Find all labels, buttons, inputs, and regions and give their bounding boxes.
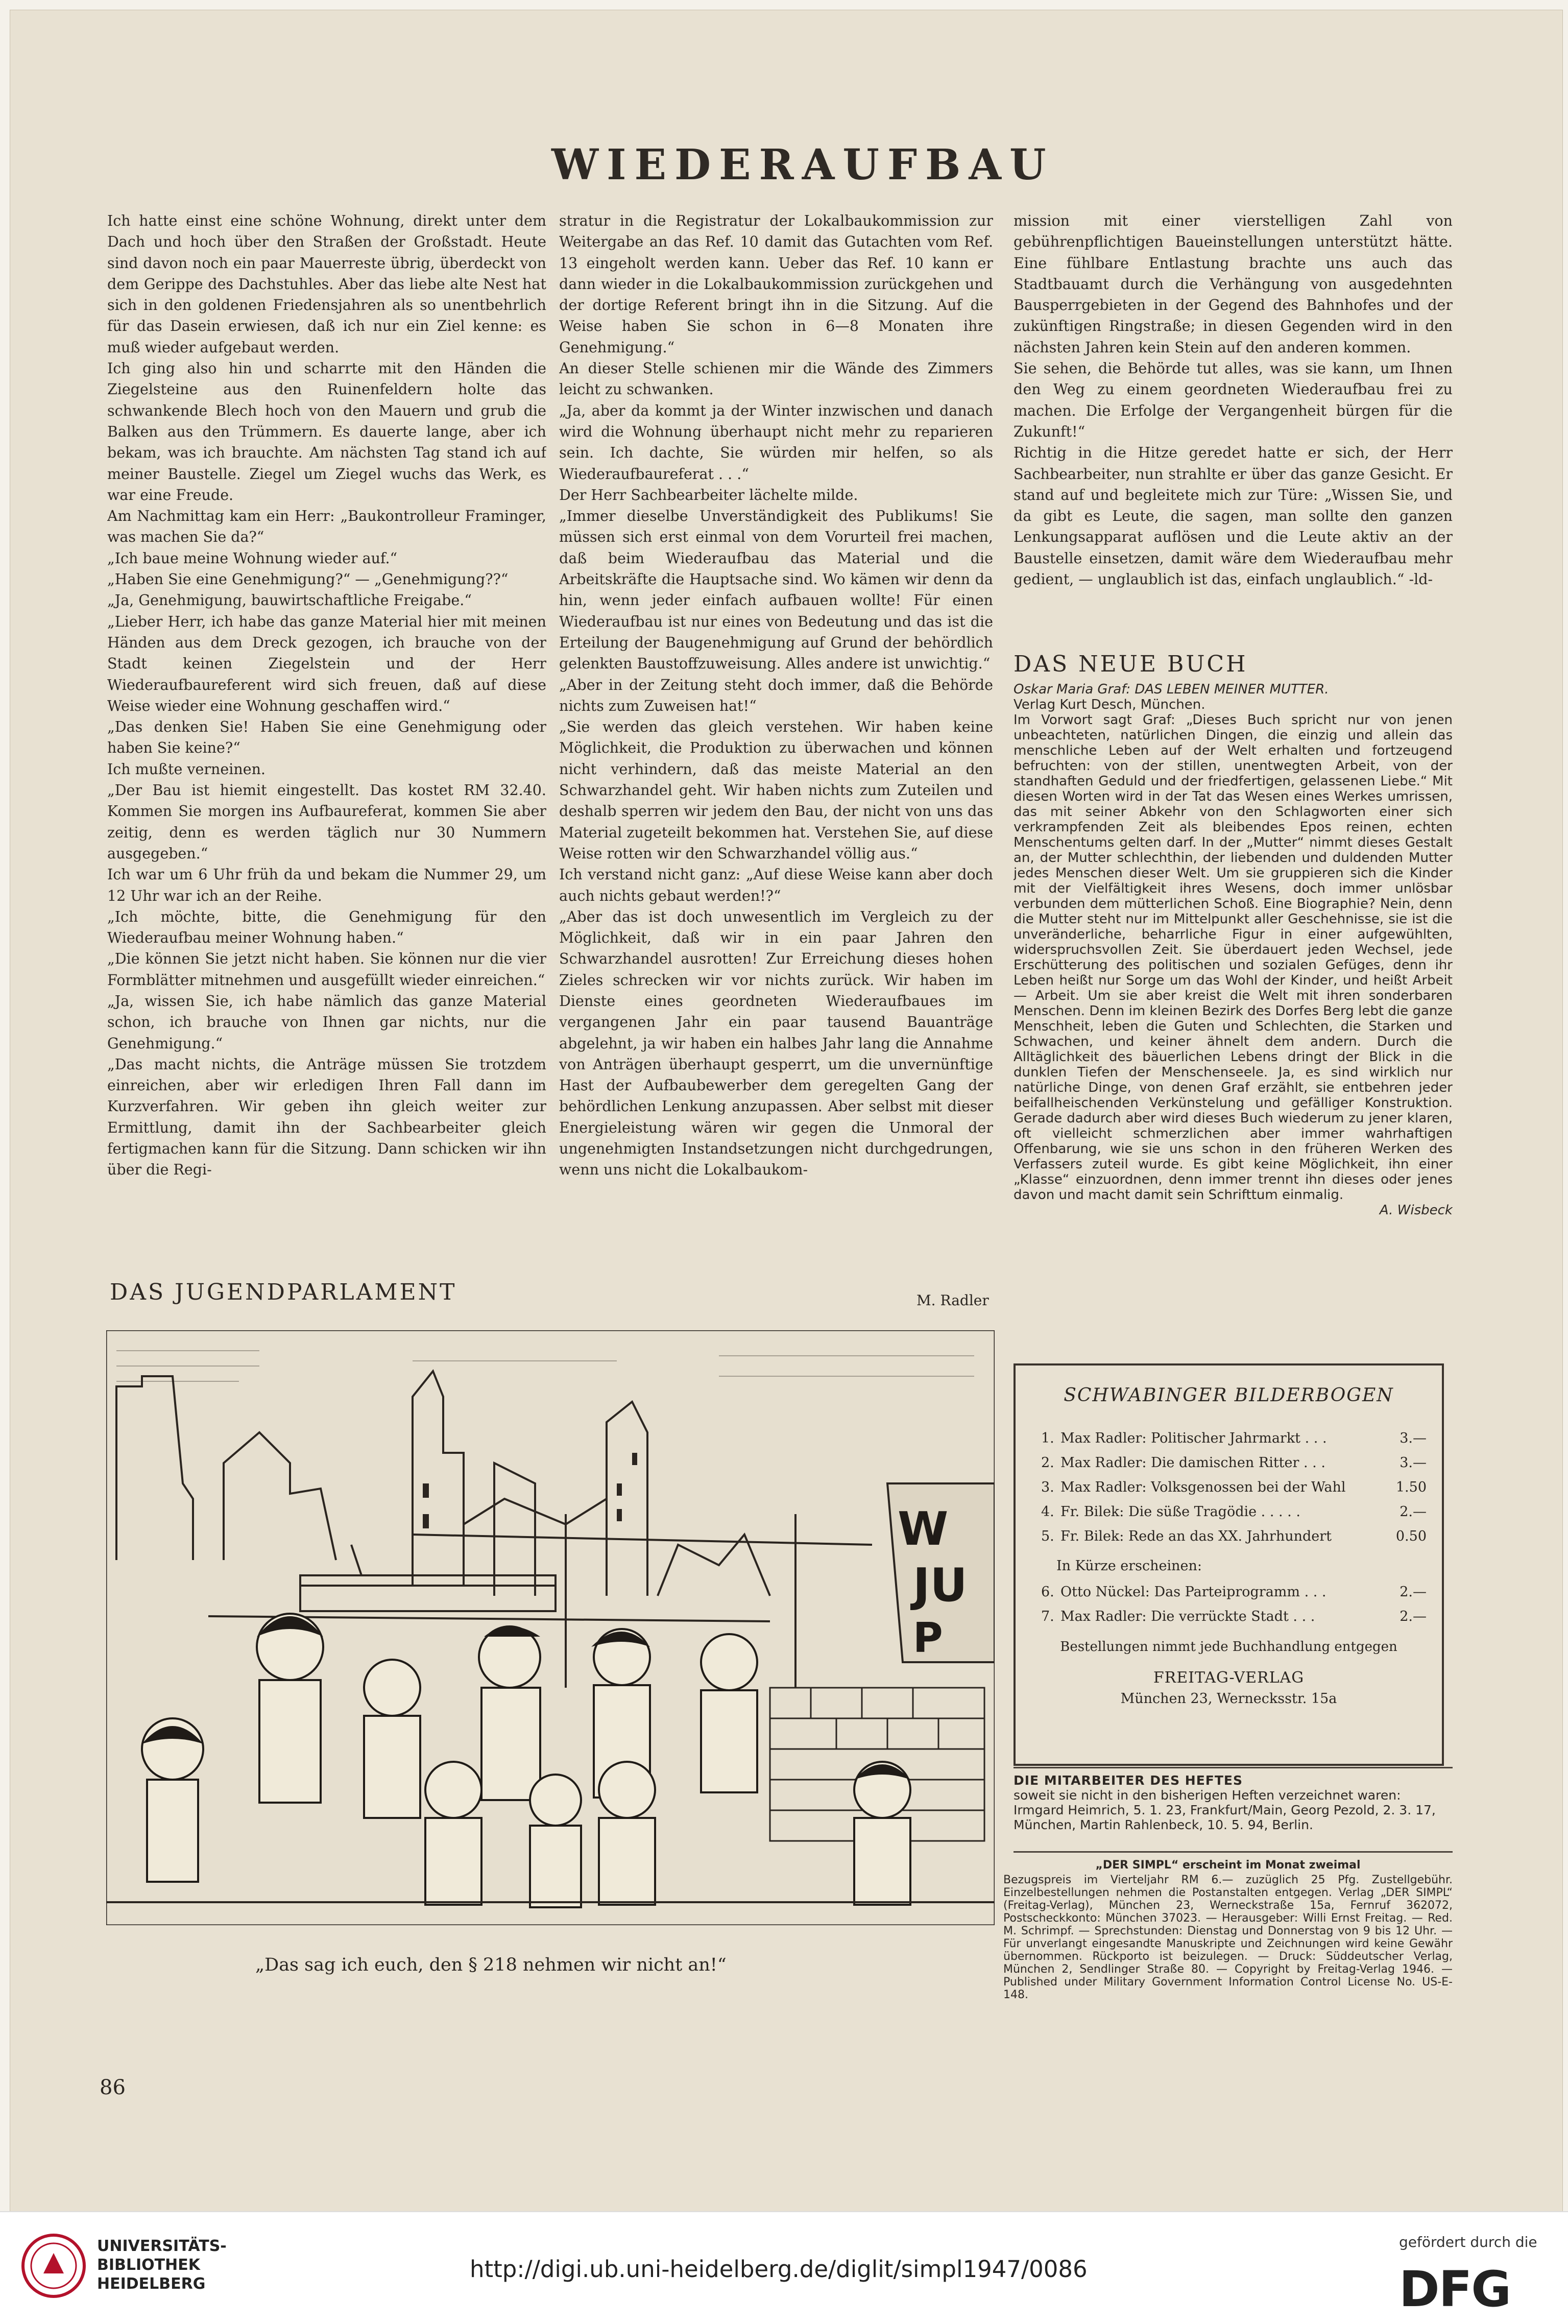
item-price: 3.— (1400, 1430, 1427, 1446)
ad-list-upcoming (1016, 1580, 1442, 1629)
paragraph: Am Nachmittag kam ein Herr: „Baukontrolleur Framinger, was machen Sie da?“ (107, 508, 546, 546)
item-number: 1. (1041, 1430, 1054, 1446)
imprint-text: Bezugspreis im Vierteljahr RM 6.— zuzüglich 25 Pfg. Zustellgebühr. Einzelbestellungen nehmen die Postanstalten entgegen. Verlag „DER SIMPL“ (Freitag-Verlag), München 23, Werneckstraße 15a, Fernruf 362072, Postscheckkonto: München 37023. — Herausgeber: Willi Ernst Freitag. — Red. M. Schrimpf. — Sprechstunden: Dienstag und Donnerstag von 9 bis 12 Uhr. — Für unverlangt eingesandte Manuskripte und Zeichnungen wird keine Gewähr übernommen. Rückporto ist beizulegen. — Druck: Süddeutscher Verlag, München 2, Sendlinger Straße 80. — Copyright by Freitag-Verlag 1946. — Published under Military Government Information Control License No. US-E-148. (1003, 1874, 1453, 2001)
advertisement-box (1014, 1363, 1444, 1766)
paragraph: „Immer dieselbe Unverständigkeit des Publikums! Sie müssen sich erst einmal von dem Vorurteil frei machen, daß beim Wiederaufbau das Material und die Arbeitskräfte die Hauptsache sind. Wo kämen wir denn da hin, wenn jeder einfach aufbauen wollte! Für einen Wiederaufbau ist nur eines von Bedeutung und das ist die Erteilung der Baugenehmigung auf Grund der behördlich gelenkten Baustoffzuweisung. Alles andere ist unwichtig.“ (559, 508, 993, 673)
university-name (97, 2237, 227, 2293)
page-title: WIEDERAUFBAU (551, 140, 1054, 189)
institution-line: UNIVERSITÄTS- (97, 2237, 227, 2255)
paragraph: Ich ging also hin und scharrte mit den Händen die Ziegelsteine aus den Ruinenfeldern holte das schwankende Blech hoch von den Mauern und grub die Balken aus den Trümmern. Es dauerte lange, aber ich bekam, was ich brauchte. Am nächsten Tag stand ich auf meiner Baustelle. Ziegel um Ziegel wuchs das Werk, es war eine Freude. (107, 360, 546, 504)
book-byline: Oskar Maria Graf: DAS LEBEN MEINER MUTTER. (1014, 682, 1329, 697)
paragraph: „Das macht nichts, die Anträge müssen Sie trotzdem einreichen, aber wir erledigen Ihren Fall dann im Kurzverfahren. Wir geben ihn gleich weiter zur Ermittlung, damit ihn der Sachbearbeiter gleich fertigmachen kann für die Sitzung. Dann schicken wir ihn über die Regi- (107, 1056, 546, 1179)
item-number: 3. (1041, 1479, 1054, 1495)
list-item (1041, 1500, 1427, 1524)
list-item (1041, 1580, 1427, 1604)
item-number: 2. (1041, 1455, 1054, 1471)
university-seal-icon (20, 2233, 87, 2299)
item-price: 2.— (1400, 1584, 1427, 1600)
item-number: 4. (1041, 1504, 1054, 1520)
paragraph: mission mit einer vierstelligen Zahl von gebührenpflichtigen Baueinstellungen unterstützt hätte. Eine fühlbare Entlastung brachte uns auch das Stadtbauamt durch die Verhängung von ausgedehnten Bausperrgebieten in der Gegend des Bahnhofes und der zukünftigen Ringstraße; in diesen Gegenden wird in den nächsten Jahren kein Stein auf den anderen kommen. (1014, 212, 1453, 356)
paragraph: „Haben Sie eine Genehmigung?“ — „Genehmigung??“ (107, 571, 509, 588)
paragraph: „Sie werden das gleich verstehen. Wir haben keine Möglichkeit, die Produktion zu überwachen und können nicht verhindern, daß das meiste Material an den Schwarzhandel geht. Wir haben nichts zum Zuteilen und deshalb sperren wir jedem den Bau, der nicht von uns das Material zugeteilt bekommen hat. Verstehen Sie, auf diese Weise rotten wir den Schwarzhandel völlig aus.“ (559, 718, 993, 862)
dfg-logo: DFG (1399, 2261, 1511, 2318)
paragraph: Ich war um 6 Uhr früh da und bekam die Nummer 29, um 12 Uhr war ich an der Reihe. (107, 866, 546, 904)
paragraph: „Der Bau ist hiemit eingestellt. Das kostet RM 32.40. Kommen Sie morgen ins Aufbaureferat, kommen Sie aber zeitig, denn es werden täglich nur 30 Nummern ausgegeben.“ (107, 782, 546, 862)
paragraph: Richtig in die Hitze geredet hatte er sich, der Herr Sachbearbeiter, nun strahlte er über das ganze Gesicht. Er stand auf und begleitete mich zur Türe: „Wissen Sie, und da gibt es Leute, die sagen, man sollte den ganzen Lenkungsapparat auflösen und die Leute aktiv an der Baustelle einsetzen, damit wäre dem Wiederaufbau mehr gedient, — unglaublich ist das, einfach unglaublich.“ -ld- (1014, 444, 1453, 588)
article-column-1 (107, 210, 546, 1232)
jugendparlament-heading: DAS JUGENDPARLAMENT (110, 1279, 457, 1305)
list-item (1041, 1426, 1427, 1451)
paragraph: Sie sehen, die Behörde tut alles, was sie kann, um Ihnen den Weg zu einem geordneten Wiederaufbau frei zu machen. Die Erfolge der Vergangenheit bürgen für die Zukunft!“ (1014, 360, 1453, 440)
item-title: Max Radler: Die verrückte Stadt . . . (1060, 1609, 1315, 1624)
list-item (1041, 1524, 1427, 1549)
paragraph: Der Herr Sachbearbeiter lächelte milde. (559, 486, 858, 504)
footer-bar (0, 2211, 1568, 2324)
institution-line: HEIDELBERG (97, 2275, 206, 2293)
ad-note: Bestellungen nimmt jede Buchhandlung entgegen (1060, 1639, 1397, 1655)
ad-list (1016, 1426, 1442, 1549)
paragraph: „Ich baue meine Wohnung wieder auf.“ (107, 549, 398, 567)
item-price: 3.— (1400, 1455, 1427, 1471)
paragraph: Ich verstand nicht ganz: „Auf diese Weise kann aber doch auch nichts gebaut werden!?“ (559, 866, 993, 904)
contributors-note (1014, 1773, 1453, 1832)
cartoon-illustration (106, 1330, 995, 1925)
funding-label: gefördert durch die (1399, 2234, 1537, 2250)
article-column-3 (1014, 210, 1453, 660)
item-number: 6. (1041, 1584, 1054, 1600)
book-review (1014, 682, 1453, 1340)
item-title: Max Radler: Die damischen Ritter . . . (1060, 1455, 1325, 1471)
item-number: 5. (1041, 1528, 1054, 1544)
item-title: Max Radler: Volksgenossen bei der Wahl (1060, 1479, 1346, 1495)
paragraph: „Das denken Sie! Haben Sie eine Genehmigung oder haben Sie keine?“ (107, 718, 546, 757)
ad-subheading: In Kürze erscheinen: (1056, 1558, 1202, 1574)
poster-letters-w: W (898, 1502, 949, 1556)
ad-publisher: FREITAG-VERLAG (1153, 1669, 1305, 1687)
paragraph: „Aber in der Zeitung steht doch immer, daß die Behörde nichts zum Zuweisen hat!“ (559, 676, 993, 714)
ad-address: München 23, Wernecksstr. 15a (1120, 1691, 1337, 1707)
document-url-link[interactable]: http://digi.ub.uni-heidelberg.de/diglit/simpl1947/0086 (470, 2256, 1088, 2283)
paragraph: „Ja, Genehmigung, bauwirtschaftliche Freigabe.“ (107, 592, 472, 609)
list-item (1041, 1604, 1427, 1629)
cartoon-caption: „Das sag ich euch, den § 218 nehmen wir nicht an!“ (255, 1955, 727, 1975)
paragraph: Ich mußte verneinen. (107, 760, 266, 778)
item-title: Fr. Bilek: Rede an das XX. Jahrhundert (1060, 1528, 1332, 1544)
poster-letters-p: P (913, 1614, 943, 1662)
item-price: 2.— (1400, 1609, 1427, 1624)
paragraph: stratur in die Registratur der Lokalbaukommission zur Weitergabe an das Ref. 10 damit das Gutachten vom Ref. 13 eingeholt werden kann. Ueber das Ref. 10 kann er dann wieder in die Lokalbaukommission zurückgehen und der dortige Referent bringt ihn in die Sitzung. Auf die Weise haben Sie schon in 6—8 Monaten ihre Genehmigung.“ (559, 212, 993, 356)
ad-title: SCHWABINGER BILDERBOGEN (1064, 1385, 1394, 1406)
paragraph: „Die können Sie jetzt nicht haben. Sie können nur die vier Formblätter mitnehmen und ausgefüllt wieder einreichen.“ (107, 950, 546, 989)
item-title: Max Radler: Politischer Jahrmarkt . . . (1060, 1430, 1327, 1446)
item-title: Otto Nückel: Das Parteiprogramm . . . (1060, 1584, 1326, 1600)
paragraph: Ich hatte einst eine schöne Wohnung, direkt unter dem Dach und hoch über den Straßen der Großstadt. Heute sind davon noch ein paar Mauerreste übrig, überdeckt von dem Gerippe des Dachstuhles. Aber das liebe alte Nest hat sich in den goldenen Friedensjahren als so unentbehrlich für das Dasein erwiesen, daß ich nur ein Ziel kenne: es muß wieder aufgebaut werden. (107, 212, 546, 356)
list-item (1041, 1451, 1427, 1475)
neues-buch-heading: DAS NEUE BUCH (1014, 651, 1248, 677)
poster-letters-ju: JU (913, 1559, 968, 1612)
item-price: 1.50 (1395, 1479, 1427, 1495)
paragraph: „Aber das ist doch unwesentlich im Vergleich zu der Möglichkeit, daß wir in ein paar Jahren den Schwarzhandel ausrotten! Zur Erreichung dieses hohen Zieles schrecken wir vor nichts zurück. Wir haben im Dienste eines geordneten Wiederaufbaues im vergangenen Jahr ein paar tausend Bauanträge abgelehnt, ja wir haben ein halbes Jahr lang die Annahme von Anträgen überhaupt gesperrt, um die unvernünftige Hast der Aufbaubewerber dem geregelten Gang der behördlichen Lenkung anzupassen. Aber selbst mit dieser Energieleistung wären wir gegen die Unmoral der ungenehmigten Instandsetzungen nicht durchgedrungen, wenn uns nicht die Lokalbaukom- (559, 908, 993, 1179)
review-signature: A. Wisbeck (1379, 1203, 1453, 1218)
illustrator-credit: M. Radler (916, 1292, 989, 1309)
paragraph: „Ja, aber da kommt ja der Winter inzwischen und danach wird die Wohnung überhaupt nicht mehr zu reparieren sein. Ich dachte, Sie würden mir helfen, so als Wiederaufbaureferat . . .“ (559, 402, 993, 483)
paragraph: „Ich möchte, bitte, die Genehmigung für den Wiederaufbau meiner Wohnung haben.“ (107, 908, 546, 947)
book-publisher: Verlag Kurt Desch, München. (1014, 697, 1205, 712)
page-number: 86 (100, 2076, 126, 2099)
divider (1014, 1767, 1453, 1768)
article-column-2 (559, 210, 993, 1232)
divider (1014, 1851, 1453, 1853)
imprint (1003, 1859, 1453, 2001)
item-price: 0.50 (1395, 1528, 1427, 1544)
paragraph: „Lieber Herr, ich habe das ganze Material hier mit meinen Händen aus dem Dreck gezogen, ich brauche von der Stadt keinen Ziegelstein und der Herr Wiederaufbaureferent wird sich freuen, daß auf diese Weise wieder eine Wohnung geschaffen wird.“ (107, 613, 546, 714)
item-number: 7. (1041, 1609, 1054, 1624)
contributors-heading: DIE MITARBEITER DES HEFTES (1014, 1773, 1243, 1788)
contributors-text: soweit sie nicht in den bisherigen Heften verzeichnet waren: Irmgard Heimrich, 5. 1. 23, Frankfurt/Main, Georg Pezold, 2. 3. 17, München, Martin Rahlenbeck, 10. 5. 94, Berlin. (1014, 1788, 1436, 1832)
item-price: 2.— (1400, 1504, 1427, 1520)
list-item (1041, 1475, 1427, 1500)
institution-line: BIBLIOTHEK (97, 2256, 200, 2274)
item-title: Fr. Bilek: Die süße Tragödie . . . . . (1060, 1504, 1300, 1520)
imprint-heading: „DER SIMPL“ erscheint im Monat zweimal (1095, 1859, 1361, 1872)
paragraph: An dieser Stelle schienen mir die Wände des Zimmers leicht zu schwanken. (559, 360, 993, 398)
paragraph: „Ja, wissen Sie, ich habe nämlich das ganze Material schon, ich brauche von Ihnen gar nichts, nur die Genehmigung.“ (107, 992, 546, 1052)
book-review-text: Im Vorwort sagt Graf: „Dieses Buch spricht nur von jenen unbeachteten, natürlichen Dingen, die einzig und allein das menschliche Leben auf der Welt erhalten und fortzeugend befruchten: von der stillen, unentwegten Arbeit, von der standhaften Geduld und der friedfertigen, gelassenen Liebe.“ Mit diesen Worten wird in der Tat das Wesen eines Werkes umrissen, das mit seiner Abkehr von den Schlagworten einer sich verkrampfenden Zeit als bleibendes Epos reinen, echten Menschentums gelten darf. In der „Mutter“ nimmt dieses Gestalt an, der Mutter schlechthin, der liebenden und duldenden Mutter jedes Menschen dieser Welt. Um sie gruppieren sich die Kinder mit der Vielfältigkeit ihres Wesens, doch immer unlösbar verbunden dem mütterlichen Schoß. Eine Biographie? Nein, denn die Mutter steht nur im Mittelpunkt aller Geschehnisse, sie ist die unveränderliche, beharrliche Figur in einer aufgewühlten, widerspruchsvollen Zeit. Sie überdauert jeden Wechsel, jede Erschütterung des politischen und sozialen Gefüges, denn ihr Leben heißt nur Sorge um das Wohl der Kinder, und heißt Arbeit — Arbeit. Um sie aber kreist die Welt mit ihren sonderbaren Menschen. Denn im kleinen Bezirk des Dorfes Berg lebt die ganze Menschheit, leben die Guten und Schlechten, die Starken und Schwachen, und keiner ähnelt dem andern. Durch die Alltäglichkeit des bäuerlichen Lebens dringt der Blick in die dunklen Tiefen der Menschenseele. Ja, es sind wirklich nur natürliche Dinge, von denen Graf erzählt, sie entbehren jeder beifallheischenden Verkünstelung und gefälliger Konstruktion. Gerade dadurch aber wird dieses Buch wiederum zu jener klaren, oft vielleicht schmerzlichen aber immer wahrhaftigen Offenbarung, wie sie uns schon in den früheren Werken des Verfassers zuteil wurde. Es gibt keine Möglichkeit, ihn einer „Klasse“ einzuordnen, denn immer trennt ihn dieses oder jenes davon und macht damit sein Schrifttum einmalig. (1014, 712, 1453, 1203)
